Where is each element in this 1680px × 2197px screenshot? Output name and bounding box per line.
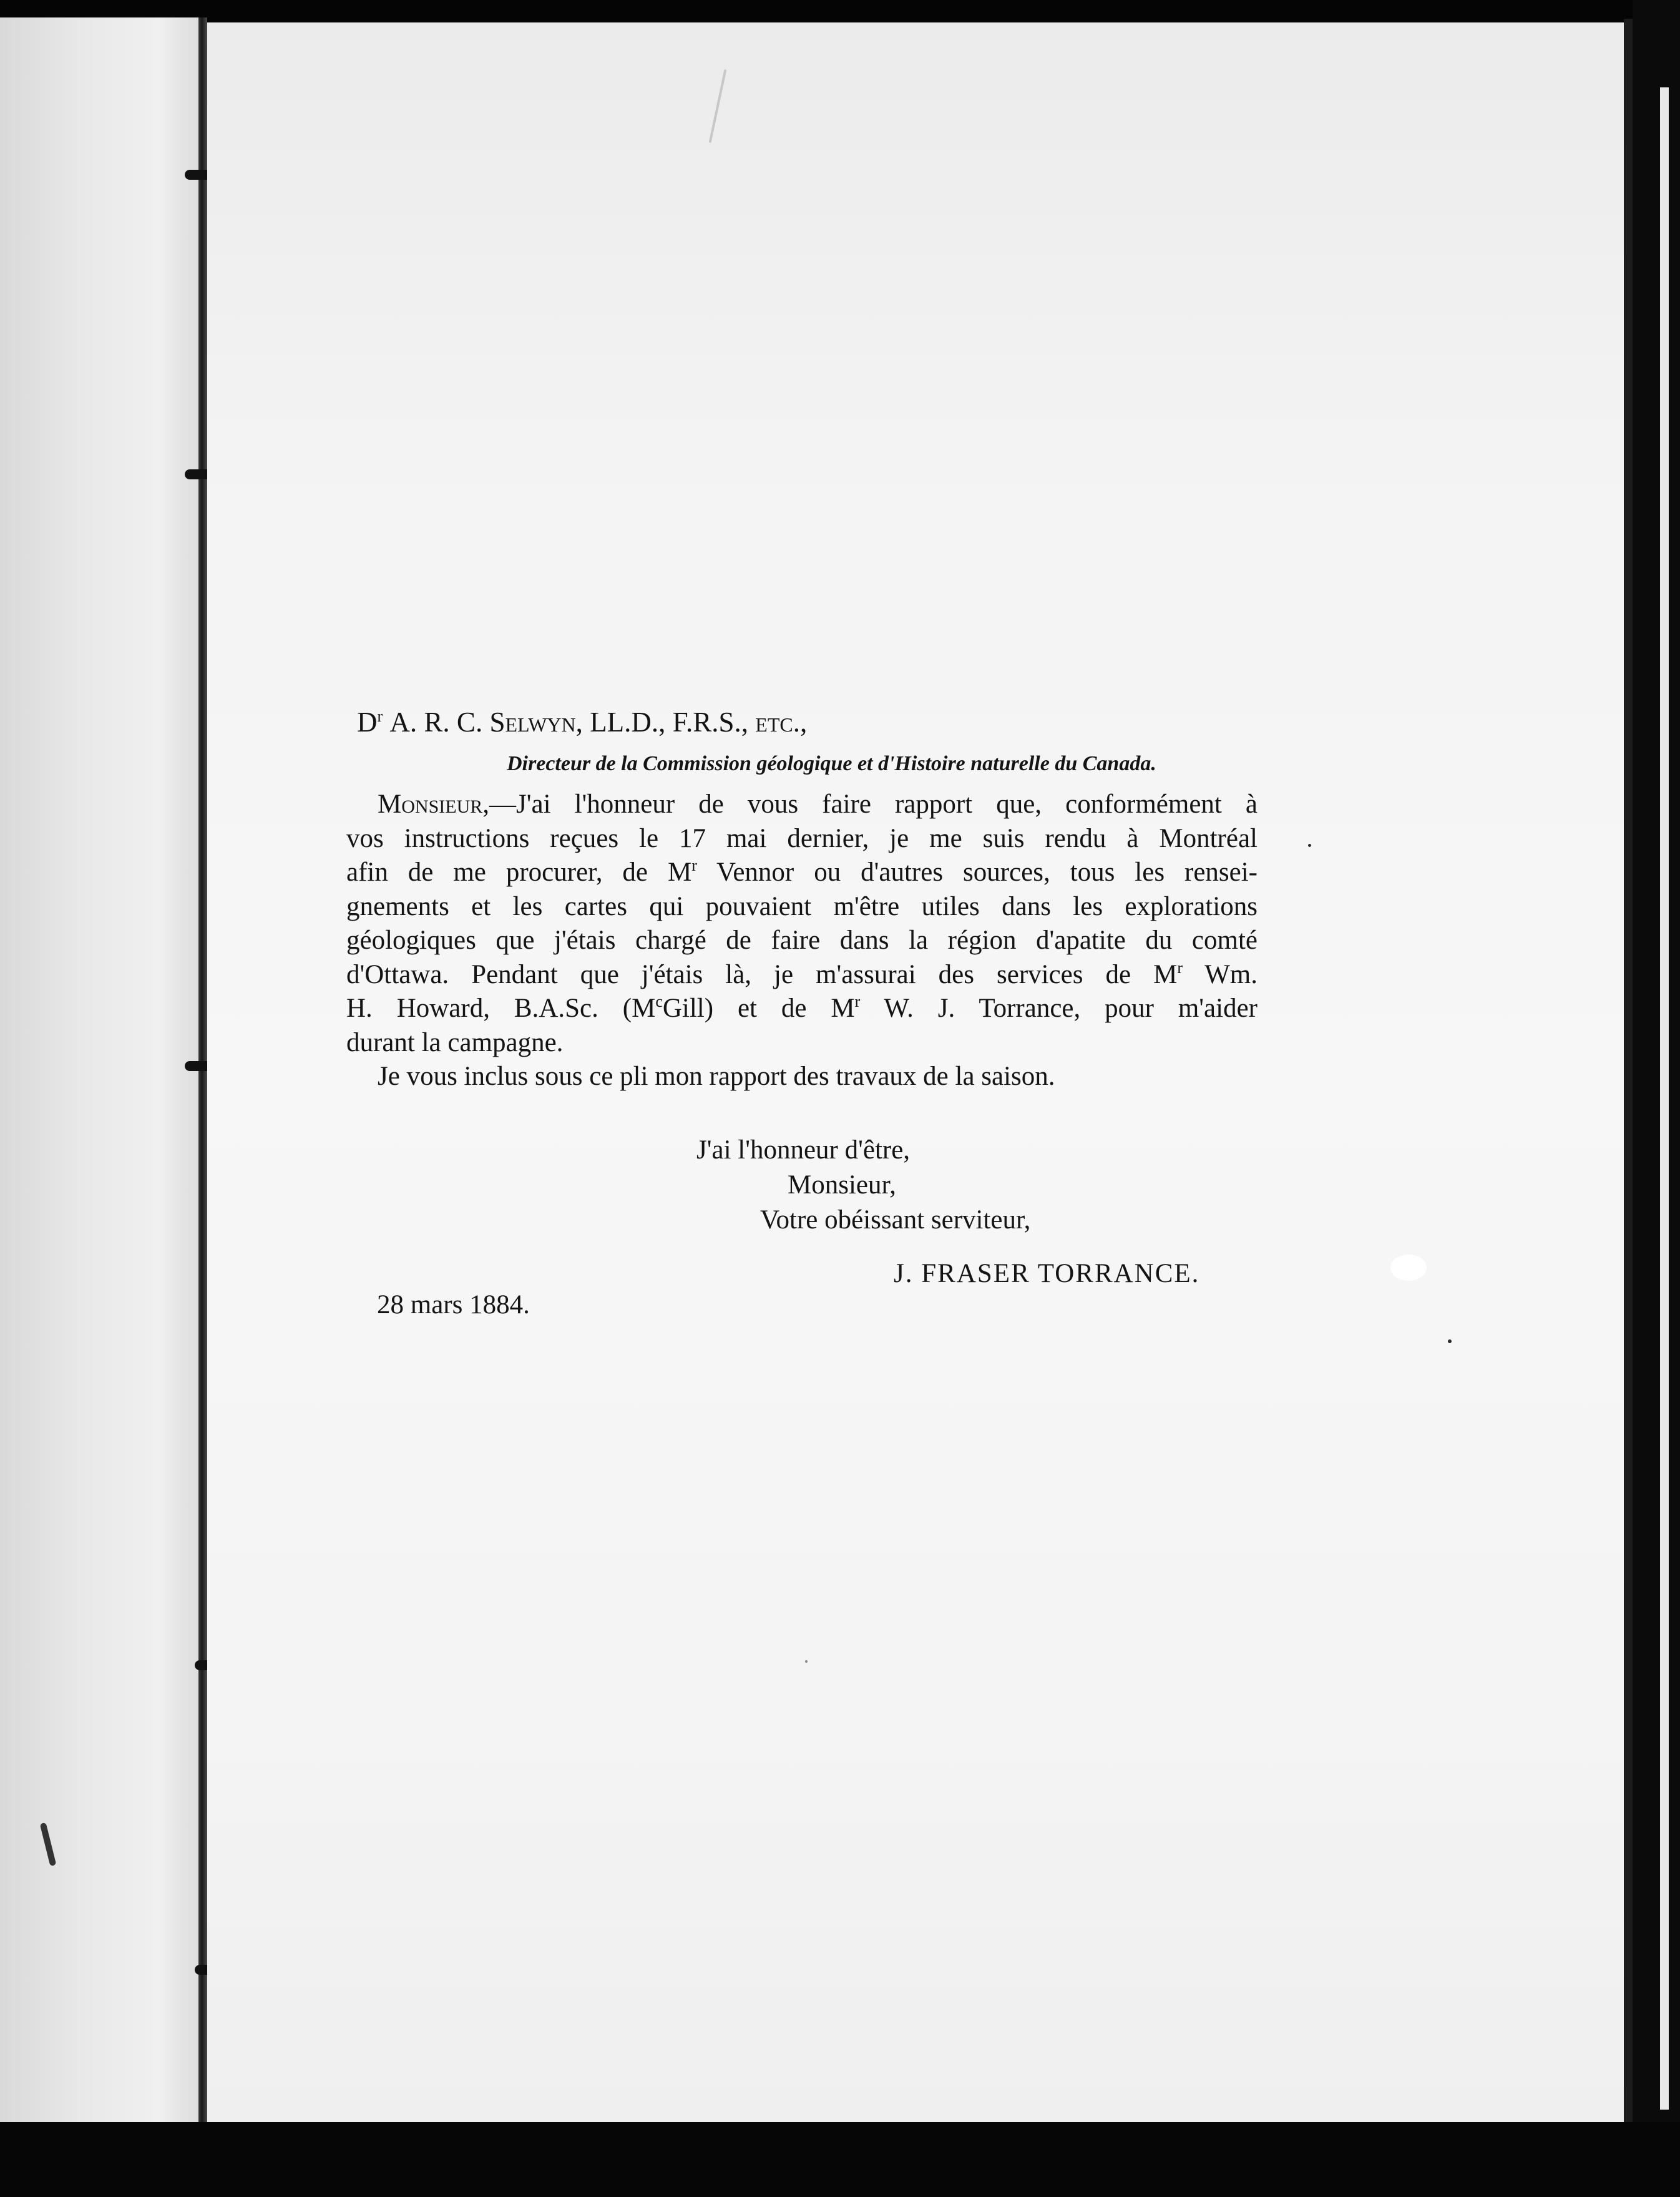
body-line: vos instructions reçues le 17 mai dernier, je me suis rendu à Montréal [346, 823, 1258, 853]
addressee-name: A. R. C. Selwyn, LL.D., F.R.S., etc., [389, 707, 808, 738]
signature: J. FRASER TORRANCE. [894, 1259, 1200, 1288]
scan-blemish [1390, 1255, 1427, 1281]
body-line: d'Ottawa. Pendant que j'étais là, je m'assurai des services de $M^r$ Wm. [346, 958, 1258, 989]
closing-line-2: Monsieur, [788, 1170, 896, 1200]
addressee-title-superscript: r [377, 707, 383, 725]
closing-line-3: Votre obéissant serviteur, [760, 1205, 1031, 1235]
closing-line-1: J'ai l'honneur d'être, [696, 1135, 911, 1165]
second-paragraph: Je vous inclus sous ce pli mon rapport des travaux de la saison. [378, 1062, 1055, 1091]
scan-speck [1308, 844, 1311, 847]
salutation: Monsieur, [378, 790, 489, 819]
page-edge-shadow [1624, 19, 1633, 2122]
addressee-position: Directeur de la Commission géologique et d'Histoire naturelle du Canada. [507, 752, 1156, 775]
body-line: Monsieur,—J'ai l'honneur de vous faire rapport que, conformément à [378, 790, 1258, 819]
addressee-line [357, 705, 807, 739]
scan-border-right [1633, 0, 1680, 2197]
scan-border-bottom [0, 2122, 1680, 2197]
letter-body [346, 788, 1258, 1094]
body-line: durant la campagne. [346, 1027, 564, 1057]
body-line: afin de me procurer, de $M^r$ Vennor ou d'autres sources, tous les rensei- [346, 856, 1258, 887]
scan-speck [1448, 1339, 1452, 1343]
body-line: gnements et les cartes qui pouvaient m'être utiles dans les explorations [346, 891, 1258, 921]
scan-speck [805, 1660, 808, 1663]
addressee-title: D [357, 707, 378, 738]
body-line: géologiques que j'étais chargé de faire dans la région d'apatite du comté [346, 926, 1258, 955]
facing-page-strip [0, 17, 198, 2122]
body-line: H. Howard, B.A.Sc. $(M^cGill)$ et de $M^r$ W. J. Torrance, pour m'aider [346, 992, 1258, 1023]
next-page-sliver [1660, 87, 1669, 2110]
letter-date: 28 mars 1884. [377, 1290, 530, 1319]
